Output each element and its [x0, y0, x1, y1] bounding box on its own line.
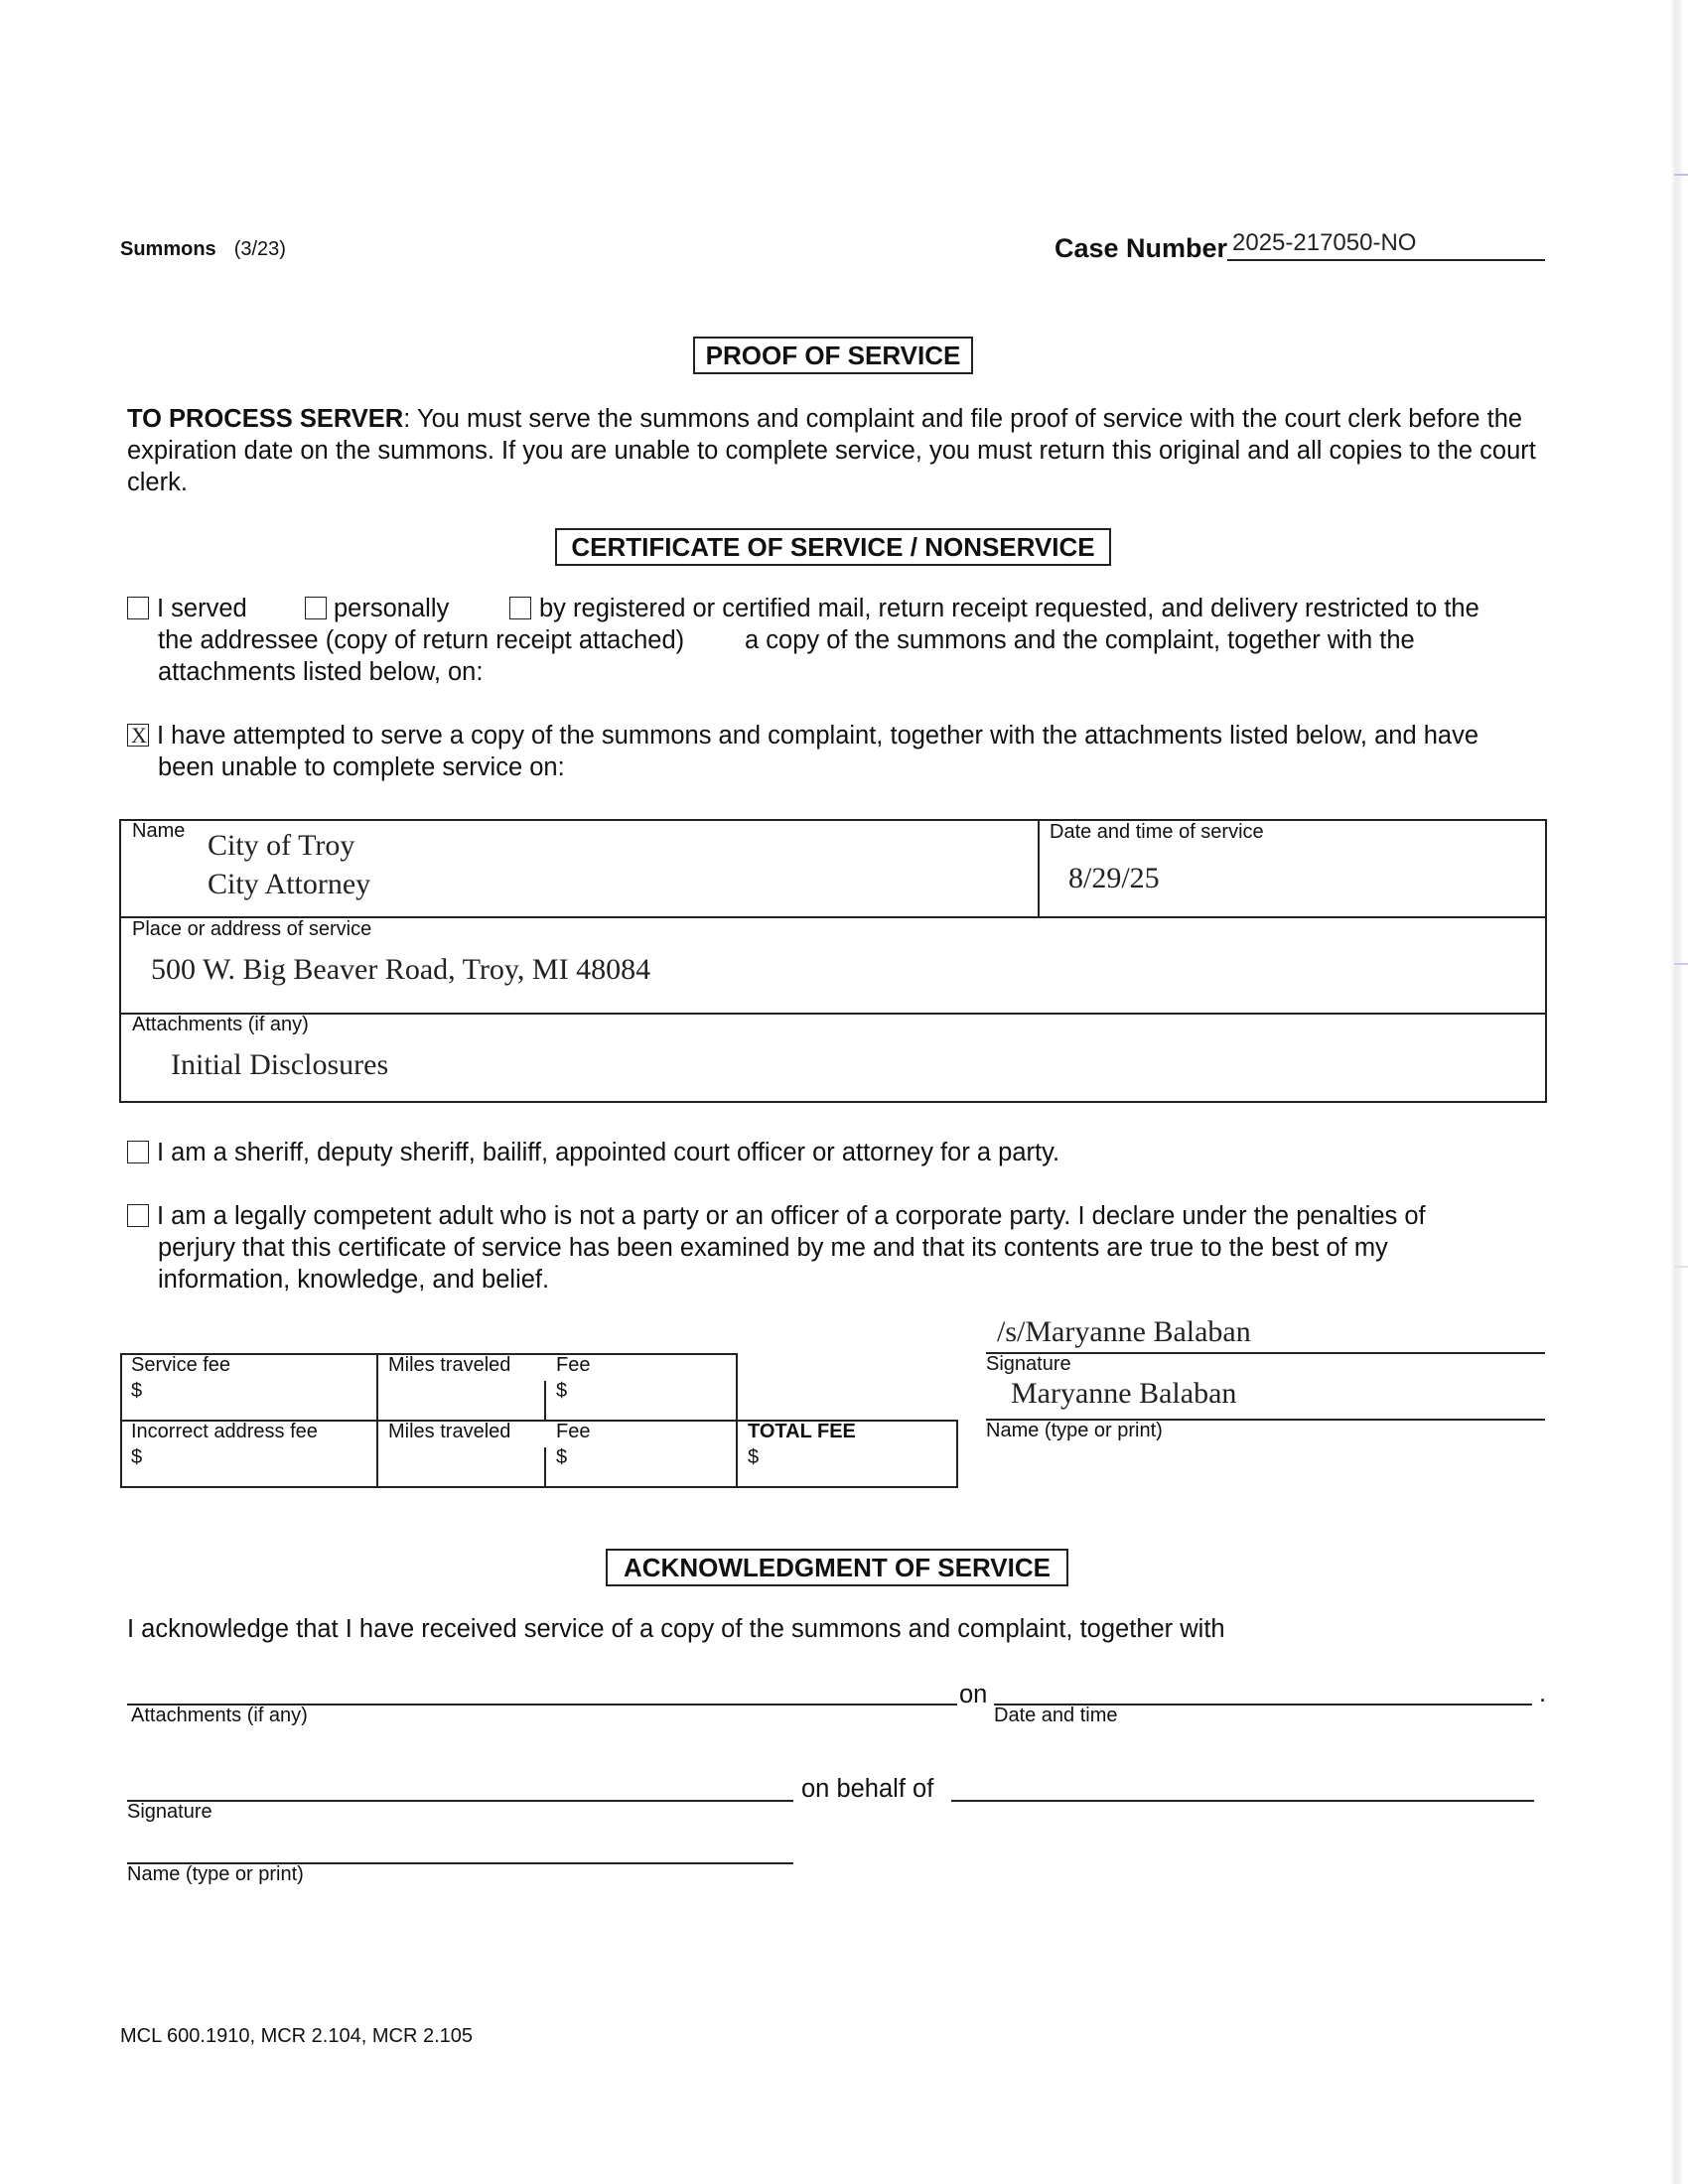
printed-name-value[interactable]: Maryanne Balaban [1011, 1377, 1237, 1410]
case-number-value: 2025-217050-NO [1232, 229, 1417, 256]
acknowledgment-statement: I acknowledge that I have received service of a copy of the summons and complaint, together with [127, 1615, 1225, 1643]
ack-attachments-label: Attachments (if any) [131, 1705, 308, 1726]
ack-on-behalf-line[interactable] [951, 1800, 1534, 1802]
ack-signature-label: Signature [127, 1801, 212, 1823]
form-name: Summons [120, 238, 216, 260]
legal-citation: MCL 600.1910, MCR 2.104, MCR 2.105 [120, 2025, 473, 2047]
ack-signature-line[interactable] [127, 1800, 793, 1802]
ack-on-label: on [959, 1681, 988, 1708]
personally-label: personally [334, 595, 450, 622]
scan-artifact [1674, 1266, 1688, 1268]
competent-adult-checkbox[interactable] [127, 1204, 149, 1227]
personally-checkbox[interactable] [305, 597, 327, 619]
acknowledgment-title: ACKNOWLEDGMENT OF SERVICE [606, 1549, 1068, 1586]
competent-adult-line3: information, knowledge, and belief. [158, 1266, 550, 1294]
signature-label: Signature [986, 1353, 1071, 1375]
case-number-label: Case Number [1055, 233, 1228, 263]
mileage-fee-value-2[interactable]: $ [556, 1446, 568, 1468]
served-line2: the addressee (copy of return receipt attached) [158, 626, 685, 654]
fee-table-divider [544, 1447, 546, 1488]
attempted-line2: been unable to complete service on: [158, 753, 565, 781]
served-label: I served [157, 595, 247, 622]
incorrect-address-fee-value[interactable]: $ [131, 1446, 143, 1468]
proof-of-service-title: PROOF OF SERVICE [693, 337, 973, 374]
ack-on-behalf-label: on behalf of [801, 1775, 934, 1803]
competent-adult-line1: I am a legally competent adult who is not a party or an officer of a corporate party. I declare under the penalties of [157, 1202, 1426, 1230]
total-fee-label: TOTAL FEE [748, 1421, 856, 1442]
mileage-fee-value[interactable]: $ [556, 1380, 568, 1402]
table-divider [1038, 819, 1040, 917]
served-checkbox[interactable] [127, 597, 149, 619]
name-value-line1[interactable]: City of Troy [208, 829, 355, 862]
form-revision: (3/23) [233, 238, 286, 260]
instructions-body: : You must serve the summons and complaint and file proof of service with the court clerk before the expiration date on the summons. If you are unable to complete service, you must return this original and all copies to the court clerk. [127, 405, 1536, 496]
fee-table-divider [544, 1381, 546, 1421]
mail-label: by registered or certified mail, return receipt requested, and delivery restricted to the [539, 595, 1479, 622]
place-value[interactable]: 500 W. Big Beaver Road, Troy, MI 48084 [151, 953, 651, 986]
served-line2-tail: a copy of the summons and the complaint, together with the [745, 626, 1415, 654]
certificate-title: CERTIFICATE OF SERVICE / NONSERVICE [555, 528, 1111, 566]
miles-traveled-label: Miles traveled [388, 1354, 511, 1376]
process-server-instructions [127, 403, 1557, 498]
form-header [120, 238, 286, 261]
service-fee-value[interactable]: $ [131, 1380, 143, 1402]
service-fee-label: Service fee [131, 1354, 231, 1376]
place-label: Place or address of service [132, 918, 372, 940]
table-divider [119, 1013, 1547, 1015]
mileage-fee-label: Fee [556, 1354, 591, 1376]
name-value-line2[interactable]: City Attorney [208, 868, 371, 900]
printed-name-label: Name (type or print) [986, 1420, 1163, 1441]
ack-name-label: Name (type or print) [127, 1863, 304, 1885]
incorrect-address-fee-label: Incorrect address fee [131, 1421, 318, 1442]
date-value[interactable]: 8/29/25 [1068, 862, 1160, 894]
date-label: Date and time of service [1050, 821, 1264, 843]
signature-value[interactable]: /s/Maryanne Balaban [997, 1315, 1251, 1348]
officer-checkbox[interactable] [127, 1141, 149, 1163]
ack-date-label: Date and time [994, 1705, 1118, 1726]
attempted-checkbox[interactable] [127, 724, 149, 747]
miles-traveled-label-2: Miles traveled [388, 1421, 511, 1442]
mail-checkbox[interactable] [509, 597, 531, 619]
competent-adult-line2: perjury that this certificate of service has been examined by me and that its contents are true to the best of my [158, 1234, 1388, 1262]
officer-label: I am a sheriff, deputy sheriff, bailiff, appointed court officer or attorney for a party. [157, 1139, 1060, 1166]
served-line3: attachments listed below, on: [158, 658, 484, 686]
scan-artifact [1674, 963, 1688, 965]
scan-artifact [1674, 174, 1688, 176]
case-number-field[interactable] [1227, 259, 1545, 261]
scan-edge-shadow [1670, 0, 1684, 2184]
attempted-line1: I have attempted to serve a copy of the summons and complaint, together with the attachments listed below, and have [157, 722, 1479, 750]
name-label: Name [132, 820, 186, 842]
total-fee-value[interactable]: $ [748, 1446, 760, 1468]
mileage-fee-label-2: Fee [556, 1421, 591, 1442]
instructions-lead: TO PROCESS SERVER [127, 405, 404, 433]
ack-period: . [1539, 1680, 1547, 1707]
attachments-value[interactable]: Initial Disclosures [171, 1048, 389, 1081]
fee-table-divider [376, 1353, 378, 1488]
attachments-label: Attachments (if any) [132, 1014, 309, 1035]
